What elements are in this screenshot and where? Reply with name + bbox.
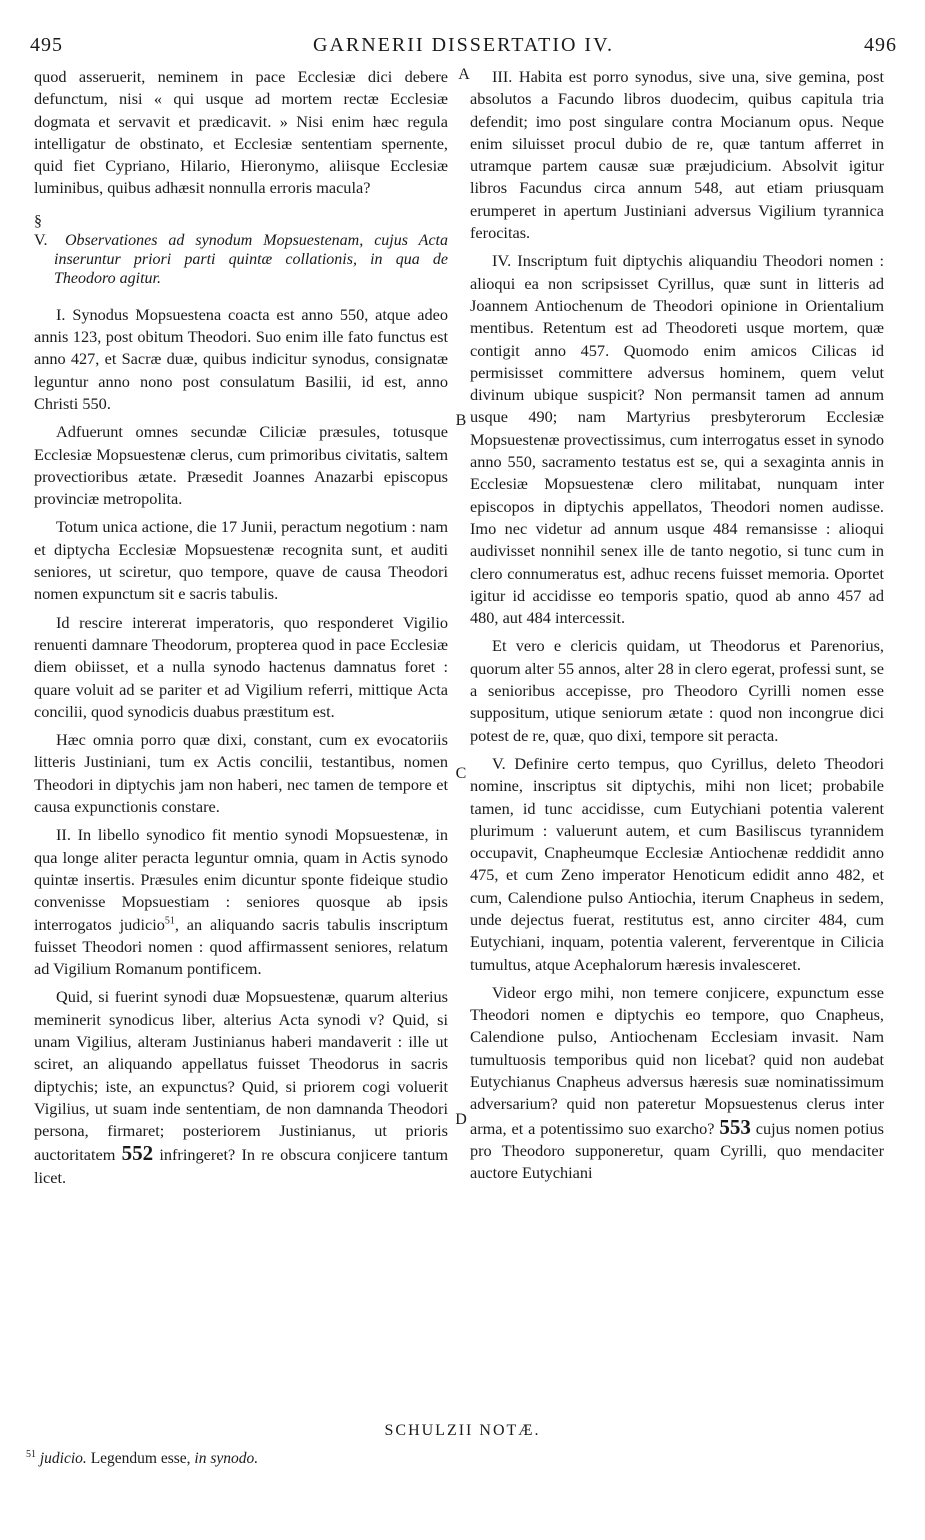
footnote <box>26 1450 258 1468</box>
paragraph-text: infringeret? In re obscura conjicere tantum licet. <box>34 1145 448 1187</box>
paragraph: Totum unica actione, die 17 Junii, peractum negotium : nam et diptycha Ecclesiæ Mopsuestenæ recognita sunt, et auditi seniores, ut sciretur, quo tempore, quave de causa Theodori nomen expunctum sit e sacris tabulis. <box>34 517 448 604</box>
page-header <box>30 34 897 64</box>
footnote-lemma: judicio. <box>39 1450 87 1467</box>
notes-title: SCHULZII NOTÆ. <box>384 1422 541 1439</box>
margin-letter-b: B <box>455 412 467 429</box>
paragraph: I. Synodus Mopsuestena coacta est anno 550, atque adeo annis 123, post obitum Theodori. Suo enim ille fato functus est anno 427, et Sacræ duæ, quibus indicitur synodus, consignatæ leguntur anno nono post consulatum Basilii, id est, anno Christi 550. <box>34 304 448 413</box>
paragraph: Hæc omnia porro quæ dixi, constant, cum ex evocatoriis litteris Justiniani, tum ex Actis concilii, testantibus, nomen Theodori in diptychis jam non haberi, nec tamen de tempore et causa expunctionis constare. <box>34 730 448 817</box>
right-column <box>470 66 884 1191</box>
margin-letter-a: A <box>458 66 470 83</box>
footnote-correction: in synodo. <box>194 1450 259 1467</box>
paragraph: IV. Inscriptum fuit diptychis aliquandiu Theodori nomen : alioqui ea non scripsisset Cyrillus, quæ sunt in litteris ad Joannem Antiochenum de Theodori opinione in Orientalium mentibus. Retentum est ad Theodoreti usque mortem, quæ contigit anno 457. Quomodo enim amicos Cilicas id permisisset committere adversus hominem, quem velut divinum ubique suspicit? Non permansit tamen ad annum usque 490; nam Martyrius presbyterorum Ecclesiæ Mopsuestenæ provectissimus, cum interrogatus esset in synodo anno 550, sacramento testatus est se, qui a sexaginta annis in Ecclesiæ Mopsuestenæ clero militabat, nunquam inter episcopos in diptychis appellatos, Theodori nomen audisse. Imo nec videtur ad annum usque 484 remansisse : alioqui audivisset nonnihil senex ille de tanto negotio, si tunc cum in clero connumeratus est, adhuc recens fuisset memoria. Oportet igitur id accidisse eo temporis spatio, quod ab anno 457 ad 480, aut 484 intercessit. <box>470 251 884 628</box>
paragraph-text: , an aliquando sacris tabulis inscriptum fuisset Theodori nomen : quod affirmassent seniores, relatum ad Vigilium Romanum pontificem. <box>34 914 448 979</box>
paragraph: quod asseruerit, neminem in pace Ecclesiæ dici debere defunctum, nisi « qui usque ad mortem rectæ Ecclesiæ dogmata et servavit et prædicavit. » Nisi enim hæc regula intelligatur de obstinato, et Ecclesiæ sententiam spernente, quid fiet Cypriano, Hilario, Hieronymo, aliisque Ecclesiæ luminibus, quibus adhæsit nonnulla erroris macula? <box>34 67 448 198</box>
paragraph <box>34 824 448 980</box>
section-mark: § V. <box>34 212 48 249</box>
paragraph-text: Quid, si fuerint synodi duæ Mopsuestenæ, quarum alterius meminerit synodicus liber, alterius Acta synodi v? Quid, si unam Vigilius, alteram Justinianus haberi mandaverit : ille ut sciret, an aliquando appellatus fuisset Theodorus in sacris diptychis; iste, an expunctus? Quid, si priorem cogi voluerit Vigilius, ut suam inde sententiam, de non damnanda Theodori persona, firmaret; posteriorem Justinianus, ut prioris auctoritatem <box>34 987 448 1165</box>
paragraph-text: II. In libello synodico fit mentio synodi Mopsuestenæ, in qua longe aliter peracta leguntur omnia, quam in Actis synodo quintæ insertis. Præsules enim dicuntur sponte fideique studio convenisse Mopsuestiam : seniores quosque ab ipsis interrogatos judicio <box>34 825 448 934</box>
running-title: GARNERII DISSERTATIO IV. <box>313 34 614 56</box>
footnote-number: 51 <box>26 1448 36 1460</box>
paragraph: Id rescire intererat imperatoris, quo responderet Vigilio renuenti damnare Theodorum, propterea quod in pace Ecclesiæ diem obiisset, et a nulla synodo hactenus damnatus foret : quare voluit ad se pariter et ad Vigilium referri, mittique Acta concilii, quod synodicis duabus præstitum est. <box>34 612 448 721</box>
paragraph: Adfuerunt omnes secundæ Ciliciæ præsules, totusque Ecclesiæ Mopsuestenæ clerus, cum primoribus civitatis, saltem provectioribus ætate. Præsedit Joannes Anazarbi episcopus provinciæ metropolita. <box>34 422 448 509</box>
page-number-right: 496 <box>864 34 897 56</box>
section-heading <box>34 212 448 288</box>
paragraph <box>34 986 448 1189</box>
footnote-ref: 51 <box>164 915 175 927</box>
left-column <box>34 66 448 1195</box>
margin-letter-c: C <box>455 765 467 782</box>
paragraph: III. Habita est porro synodus, sive una, sive gemina, post absolutos a Facundo libros duodecim, quibus capitula tria defendit; imo post singulare contra Mocianum opus. Neque enim siluisset procul dubio de re, quæ tantum afferret in utramque partem causæ suæ præjudicium. Absolvit igitur libros Facundus circa annum 548, aut etiam priusquam erumperet in apertum Justiniani adversus Vigilium tyrannica ferocitas. <box>470 67 884 243</box>
footnote-text: Legendum esse, <box>90 1450 191 1467</box>
page-number-left: 495 <box>30 34 63 56</box>
paragraph: Et vero e clericis quidam, ut Theodorus et Parenorius, quorum alter 55 annos, alter 28 in clero egerat, professi sunt, se a senioribus accepisse, pro Theodoro Cyrilli nomen esse suppositum, utique seniorum ætate : quod non incongrue dici potest de re, quæ, quo dixi, tempore sit peracta. <box>470 636 884 745</box>
paragraph <box>470 982 884 1185</box>
section-heading-text: Observationes ad synodum Mopsuestenam, cujus Acta inseruntur priori parti quintæ collationis, in qua de Theodoro agitur. <box>54 231 448 287</box>
column-number: 553 <box>719 1114 751 1139</box>
column-number: 552 <box>121 1141 154 1166</box>
margin-letter-d: D <box>455 1111 467 1128</box>
paragraph-text: cujus nomen potius pro Theodoro supponeretur, quam Cyrilli, quo mendaciter auctore Eutychiani <box>470 1118 884 1183</box>
paragraph-text: Videor ergo mihi, non temere conjicere, expunctum esse Theodori nomen e diptychis eo tempore, quo Cnapheus, Calendione pulso, Antiochenam Ecclesiam invasit. Nam tumultuosis temporibus quid non licebat? quid non audebat Eutychianus Cnapheus adversus hæresis suæ nominatissimum adversarium? quid non pateretur Mopsuestenus clerus inter arma, et a potentissimo suo exarcho? <box>470 982 884 1138</box>
paragraph: V. Definire certo tempus, quo Cyrillus, deleto Theodori nomine, inscriptus sit diptychis, mihi non licet; probabile tamen, id tunc accidisse, cum Eutychiani potentia valerent plurimum : valuerunt autem, et cum Basiliscus tyrannidem occupavit, Cnapheumque Ecclesiæ Antiochenæ reddidit anno 475, et cum Zeno imperator Henoticum edidit anno 482, et cum, Calendione pulso Antiochia, iterum Cnapheus in sedem, unde dejectus fuerat, restitutus est, anno circiter 484, cum Eutychiani, inquam, potentia valerent, ferverentque in Cilicia tumultus, atque Acephalorum hæresis invalesceret. <box>470 753 884 974</box>
